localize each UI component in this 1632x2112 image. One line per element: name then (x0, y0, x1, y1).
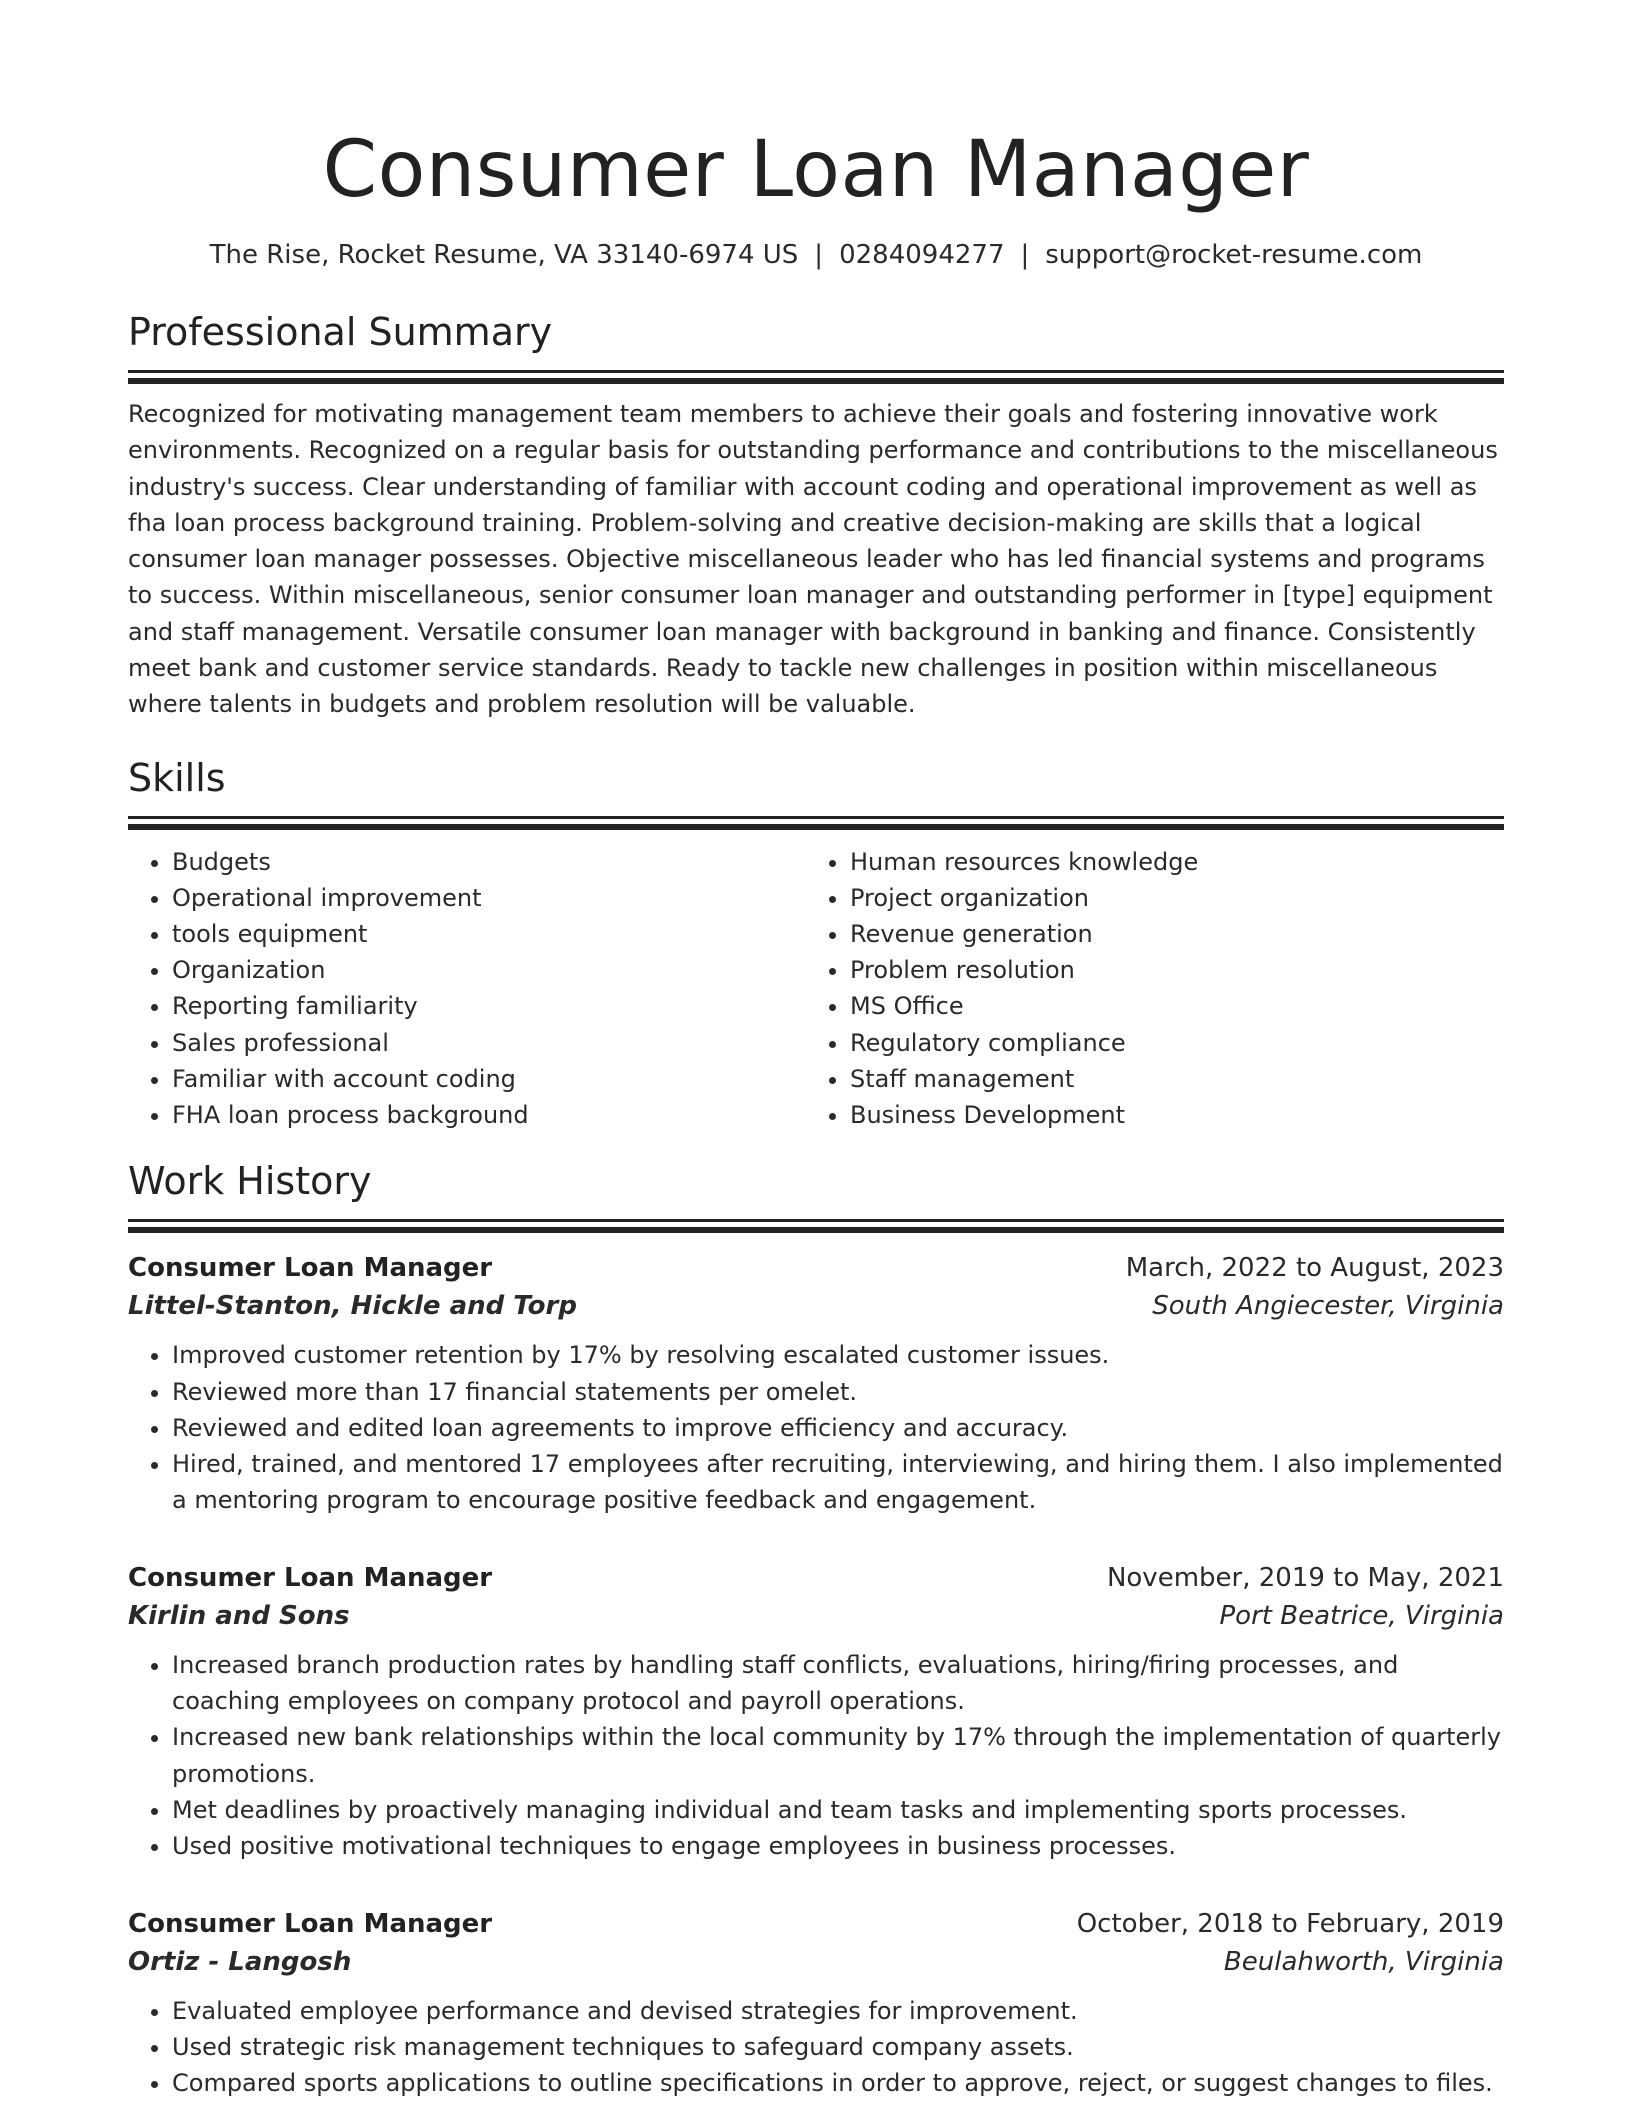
skill-item: • Business Development (850, 1097, 1494, 1133)
job-title: Consumer Loan Manager (128, 1562, 493, 1593)
skill-item: • Problem resolution (850, 952, 1494, 988)
section-divider (128, 1219, 1504, 1222)
job-title: Consumer Loan Manager (128, 1908, 493, 1939)
job-location: Beulahworth, Virginia (1223, 1946, 1504, 1977)
section-divider-thick (128, 378, 1504, 384)
skill-item: • Reporting familiarity (172, 988, 806, 1024)
job-company: Littel-Stanton, Hickle and Torp (128, 1291, 577, 1322)
job-header-row (128, 1559, 1504, 1597)
contact-line (128, 238, 1504, 272)
job-bullet-list (128, 1647, 1504, 1865)
skill-item: • Operational improvement (172, 880, 806, 916)
contact-separator: | (1020, 240, 1030, 270)
skill-item: • MS Office (850, 988, 1494, 1024)
skill-item: • Organization (172, 952, 806, 988)
job-entry (128, 1249, 1504, 1518)
resume-name-heading: Consumer Loan Manager (322, 125, 1310, 215)
contact-email: support@rocket-resume.com (1045, 240, 1423, 270)
job-bullet: • Used positive motivational techniques to engage employees in business processes. (172, 1828, 1504, 1864)
job-bullet: • Compared sports applications to outline specifications in order to approve, reject, or suggest changes to files. (172, 2065, 1504, 2101)
resume-page (128, 0, 1504, 2101)
job-dates: October, 2018 to February, 2019 (1076, 1908, 1504, 1939)
job-bullet: • Evaluated employee performance and devised strategies for improvement. (172, 1993, 1504, 2029)
skill-item: • Project organization (850, 880, 1494, 916)
skills-list-right (806, 844, 1494, 1134)
skill-item: • FHA loan process background (172, 1097, 806, 1133)
skill-item: • Revenue generation (850, 916, 1494, 952)
skills-section (128, 754, 1504, 1134)
section-divider-thick (128, 1227, 1504, 1233)
contact-phone: 0284094277 (839, 240, 1005, 270)
work-history-section (128, 1157, 1504, 2101)
job-dates: March, 2022 to August, 2023 (1125, 1253, 1504, 1284)
skill-item: • Budgets (172, 844, 806, 880)
job-entry (128, 1905, 1504, 2102)
job-bullet: • Increased new bank relationships within the local community by 17% through the implementation of quarterly promotions. (172, 1719, 1504, 1792)
skill-item: • Human resources knowledge (850, 844, 1494, 880)
skills-list-left (128, 844, 806, 1134)
job-bullet: • Reviewed and edited loan agreements to improve efficiency and accuracy. (172, 1410, 1504, 1446)
job-company: Kirlin and Sons (128, 1600, 350, 1631)
work-history-heading: Work History (128, 1159, 372, 1204)
job-bullet-list (128, 1993, 1504, 2102)
job-company: Ortiz - Langosh (128, 1946, 352, 1977)
job-header-row (128, 1249, 1504, 1287)
job-bullet-list (128, 1337, 1504, 1518)
summary-section (128, 308, 1504, 723)
job-bullet: • Hired, trained, and mentored 17 employees after recruiting, interviewing, and hiring them. I also implemented a mentoring program to encourage positive feedback and engagement. (172, 1446, 1504, 1519)
job-bullet: • Reviewed more than 17 financial statements per omelet. (172, 1374, 1504, 1410)
job-title: Consumer Loan Manager (128, 1253, 493, 1284)
skill-item: • Familiar with account coding (172, 1061, 806, 1097)
job-entry (128, 1559, 1504, 1865)
summary-text: Recognized for motivating management team members to achieve their goals and fostering innovative work environments. Recognized on a regular basis for outstanding performance and contributions to the miscellaneous industry's success. Clear understanding of familiar with account coding and operational improvement as well as fha loan process background training. Problem-solving and creative decision-making are skills that a logical consumer loan manager possesses. Objective miscellaneous leader who has led financial systems and programs to success. Within miscellaneous, senior consumer loan manager and outstanding performer in [type] equipment and staff management. Versatile consumer loan manager with background in banking and finance. Consistently meet bank and customer service standards. Ready to tackle new challenges in position within miscellaneous where talents in budgets and problem resolution will be valuable. (128, 400, 1498, 719)
section-divider (128, 816, 1504, 819)
job-bullet: • Increased branch production rates by handling staff conflicts, evaluations, hiring/firing processes, and coaching employees on company protocol and payroll operations. (172, 1647, 1504, 1720)
job-bullet: • Used strategic risk management techniques to safeguard company assets. (172, 2029, 1504, 2065)
contact-address: The Rise, Rocket Resume, VA 33140-6974 US (209, 240, 799, 270)
job-bullet: • Met deadlines by proactively managing individual and team tasks and implementing sports processes. (172, 1792, 1504, 1828)
job-company-row (128, 1943, 1504, 1981)
skill-item: • Regulatory compliance (850, 1025, 1494, 1061)
job-header-row (128, 1905, 1504, 1943)
skill-item: • Sales professional (172, 1025, 806, 1061)
job-bullet: • Improved customer retention by 17% by resolving escalated customer issues. (172, 1337, 1504, 1373)
job-location: Port Beatrice, Virginia (1219, 1600, 1504, 1631)
skills-columns (128, 844, 1504, 1134)
summary-heading: Professional Summary (128, 310, 553, 354)
job-location: South Angiecester, Virginia (1152, 1291, 1504, 1322)
contact-separator: | (814, 240, 824, 270)
job-company-row (128, 1287, 1504, 1325)
job-dates: November, 2019 to May, 2021 (1106, 1562, 1504, 1593)
section-divider (128, 370, 1504, 373)
skill-item: • Staff management (850, 1061, 1494, 1097)
job-company-row (128, 1597, 1504, 1635)
skill-item: • tools equipment (172, 916, 806, 952)
section-divider-thick (128, 824, 1504, 830)
skills-heading: Skills (128, 755, 226, 800)
